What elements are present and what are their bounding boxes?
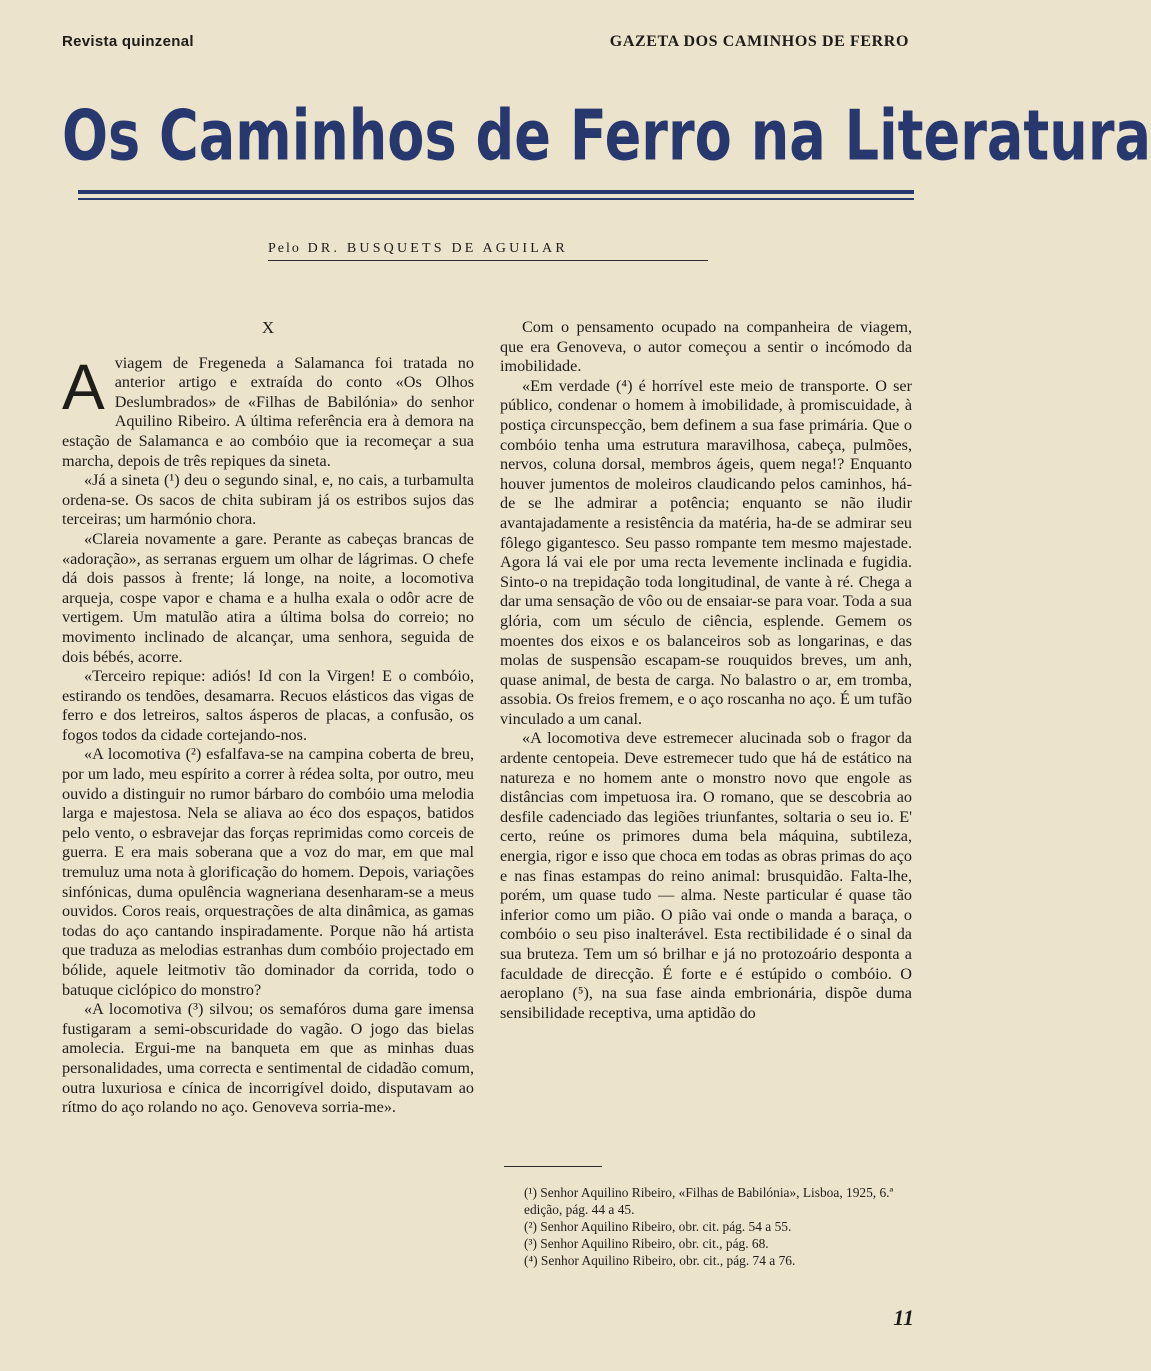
byline-prefix: Pelo <box>268 241 301 256</box>
footnote-rule <box>504 1166 602 1167</box>
paragraph: «A locomotiva (²) esfalfava-se na campina coberta de breu, por um lado, meu espírito a correr à rédea solta, por outro, meu ouvido a distinguir no rumor bárbaro do combóio uma melodia larga e majestosa. Nela se aliava ao éco dos espaços, batidos pelo vento, o esbravejar das forças reprimidas como corceis de guerra. E era mais soberana que a voz do mar, em que mal tremuluz uma nota à glorificação do homem. Depois, variações sinfónicas, duma opulência wagneriana desenharam-se a meus ouvidos. Coros reais, orquestrações de alta dinâmica, as gamas todas do aço cantando inspiradamente. Porque não há artista que traduza as melodias estranhas dum combóio projectado em bólide, aquele leitmotiv tão dominador da corrida, todo o batuque ciclópico do monstro? <box>62 745 474 999</box>
paragraph-text: viagem de Fregeneda a Salamanca foi tratada no anterior artigo e extraída do conto «Os Olhos Deslumbrados» de «Filhas de Babilónia» do senhor Aquilino Ribeiro. A última referência era à demora na estação de Salamanca e ao combóio que ia recomeçar a sua marcha, depois de três repiques da sineta. <box>62 353 474 470</box>
running-head-left: Revista quinzenal <box>62 33 194 50</box>
drop-cap: A <box>62 350 105 423</box>
paragraph: «A locomotiva (³) silvou; os semafóros duma gare imensa fustigaram a semi-obscuridade do vagão. O jogo das bielas amolecia. Ergui-me na banqueta em que as minhas duas personalidades, uma correcta e sentimental de cidadão comum, outra luxuriosa e cínica de incorrigível doido, disputavam ao rítmo do aço rolando no aço. Genoveva sorria-me». <box>62 1000 474 1117</box>
running-head-right: GAZETA DOS CAMINHOS DE FERRO <box>609 33 909 50</box>
section-number: X <box>261 318 275 337</box>
paragraph: «Em verdade (⁴) é horrível este meio de transporte. O ser público, condenar o homem à imobilidade, à promiscuidade, à postiça circunspecção, bem definem a sua fase primária. Que o combóio tenha uma estrutura maravilhosa, cabeça, pulmões, nervos, coluna dorsal, membros ágeis, quem nega!? Enquanto houver jumentos de moleiros claudicando pelos caminhos, há-de se lhe admirar a potência; enquanto se não iludir avantajadamente a resistência da matéria, ha-de se admirar seu fôlego gigantesco. Seu passo rompante tem mesmo majestade. Agora lá vai ele por uma recta levemente inclinada e fugidia. Sinto-o na trepidação toda longitudinal, de vante à ré. Chega a dar uma sensação de vôo ou de ensaiar-se para voar. Toda a sua glória, com um século de ciência, esplende. Gemem os moentes dos eixos e os balanceiros sob as longarinas, e das molas de suspensão escapam-se rouquidos breves, um anh, quase animal, de besta de carga. No balastro o ar, em tromba, assobia. Os freios fremem, e o aço roscanha no aço. É um tufão vinculado a um canal. <box>500 376 912 728</box>
page-number: 11 <box>893 1305 914 1330</box>
title-rule-thick <box>78 190 914 194</box>
byline-author: DR. BUSQUETS DE AGUILAR <box>307 241 568 256</box>
paragraph <box>62 350 474 472</box>
footnote: (⁴) Senhor Aquilino Ribeiro, obr. cit., pág. 74 a 76. <box>524 1253 796 1268</box>
footnote: (³) Senhor Aquilino Ribeiro, obr. cit., pág. 68. <box>524 1236 769 1251</box>
paragraph: «A locomotiva deve estremecer alucinada sob o fragor da ardente centopeia. Deve estremecer tudo que há de estático na natureza e no homem ante o monstro novo que engole as distâncias com impetuosa ira. O romano, que se descobria ao desfile cadenciado das legiões triunfantes, soltaria o seu io. E' certo, reúne os primores duma bela máquina, subtileza, energia, rigor e isso que choca em todas as obras primas do aço e nas finas estampas do reino animal: brusquidão. Falta-lhe, porém, um quase tudo — alma. Neste particular é quase tão inferior como um pião. O pião vai onde o manda a baraça, o combóio o seu piso inalterável. Esta rectibilidade é o sinal da sua bruteza. Tem um só brilhar e já no protozoário desponta a faculdade de direcção. É forte e é estúpido o combóio. O aeroplano (⁵), na sua fase ainda embrionária, dispõe duma sensibilidade receptiva, uma aptidão do <box>500 729 912 1022</box>
footnote: (¹) Senhor Aquilino Ribeiro, «Filhas de Babilónia», Lisboa, 1925, 6.ª edição, pág. 44 a 45. <box>524 1185 894 1217</box>
paragraph: «Terceiro repique: adiós! Id con la Virgen! E o combóio, estirando os tendões, desamarra. Recuos elásticos das vigas de ferro e dos letreiros, saltos ásperos de placas, a confusão, os fogos todos da cidade cortejando-nos. <box>62 667 474 744</box>
paragraph: «Clareia novamente a gare. Perante as cabeças brancas de «adoração», as serranas erguem um olhar de lágrimas. O chefe dá dois passos à frente; lá longe, na noite, a locomotiva arqueja, cospe vapor e chama e a hulha exala o odôr acre de vertigem. Um matulão atira a última bolsa do correio; no movimento inclinado de alcançar, uma senhora, seguida de dois bébés, acorre. <box>62 529 474 666</box>
paragraph: «Já a sineta (¹) deu o segundo sinal, e, no cais, a turbamulta ordena-se. Os sacos de chita subiram já os estribos sujos das terceiras; um harmónio chora. <box>62 471 474 529</box>
paragraph: Com o pensamento ocupado na companheira de viagem, que era Genoveva, o autor começou a sentir o incómodo da imobilidade. <box>500 318 912 376</box>
footnote: (²) Senhor Aquilino Ribeiro, obr. cit. pág. 54 a 55. <box>524 1219 792 1234</box>
right-column <box>500 318 912 1023</box>
title-rule-thin <box>78 198 914 200</box>
byline <box>268 241 708 261</box>
footnotes <box>500 1184 912 1269</box>
article-title: Os Caminhos de Ferro na Literatura <box>62 95 1151 177</box>
left-column <box>62 318 474 1118</box>
